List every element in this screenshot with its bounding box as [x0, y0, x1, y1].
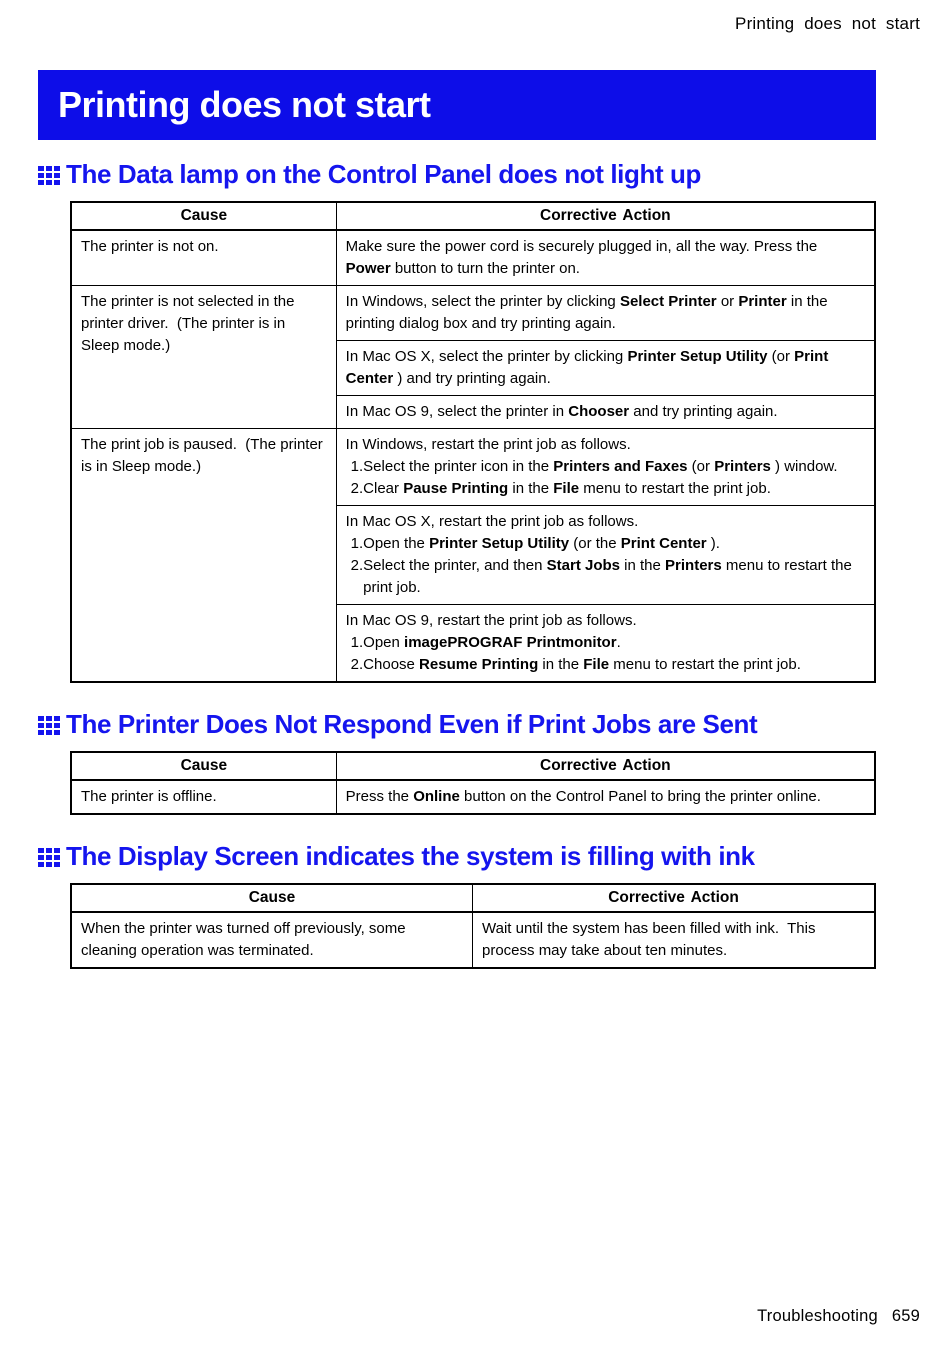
page-title: Printing does not start: [58, 84, 431, 125]
action-text: In Mac OS 9, restart the print job as follows.: [345, 612, 637, 629]
table-row: [72, 230, 874, 285]
corrective-action-cell: [337, 505, 874, 604]
troubleshooting-table: [70, 751, 876, 815]
page-number: 659: [891, 1307, 920, 1325]
cause-cell: The printer is offline.: [72, 781, 337, 813]
column-header-cause: Cause: [72, 753, 337, 779]
list-item-text: Open the Printer Setup Utility (or the Print Center ).: [363, 535, 720, 552]
section-heading-text: The Printer Does Not Respond Even if Print Jobs are Sent: [66, 709, 758, 739]
corrective-action-cell: [473, 913, 874, 967]
troubleshooting-table: [70, 201, 876, 683]
action-text: In Mac OS X, restart the print job as follows.: [345, 513, 639, 530]
running-header: Printing does not start: [735, 14, 920, 33]
cause-cell: The printer is not selected in the printer driver. (The printer is in Sleep mode.): [72, 286, 337, 428]
cause-cell: When the printer was turned off previously, some cleaning operation was terminated.: [72, 913, 473, 967]
cause-cell: The print job is paused. (The printer is in Sleep mode.): [72, 429, 337, 681]
list-item-number: 1.: [350, 634, 364, 651]
action-text: Wait until the system has been filled with ink. This process may take about ten minutes.: [482, 920, 820, 959]
section-heading-text: The Display Screen indicates the system is filling with ink: [66, 841, 755, 871]
list-item-number: 1.: [350, 535, 364, 552]
grid-icon: [38, 166, 60, 185]
section-heading: [38, 158, 950, 190]
table-header-row: [72, 203, 874, 230]
action-text: In Mac OS X, select the printer by clicking Printer Setup Utility (or Print Center ) and try printing again.: [345, 348, 833, 387]
list-item-text: Select the printer, and then Start Jobs in the Printers menu to restart the print job.: [363, 557, 856, 596]
list-item: [351, 478, 865, 500]
list-item-text: Open imagePROGRAF Printmonitor.: [363, 634, 621, 651]
column-header-corrective-action: Corrective Action: [540, 757, 671, 774]
table-row: [72, 428, 874, 681]
corrective-action-cell: [337, 340, 874, 395]
page-content: [0, 158, 950, 969]
action-text: Make sure the power cord is securely plugged in, all the way. Press the Power button to turn the printer on.: [345, 238, 822, 277]
cause-cell: The printer is not on.: [72, 231, 337, 285]
corrective-actions: [337, 781, 874, 813]
section-data-lamp: [0, 158, 950, 683]
column-header-cause: Cause: [72, 203, 337, 229]
grid-icon: [38, 716, 60, 735]
table-header-row: [72, 885, 874, 912]
column-header-cause: Cause: [72, 885, 473, 911]
section-heading-text: The Data lamp on the Control Panel does not light up: [66, 159, 701, 189]
list-item-number: 2.: [350, 557, 364, 574]
table-row: [72, 780, 874, 813]
corrective-action-cell: [337, 231, 874, 285]
list-item: [351, 555, 865, 599]
section-heading: [38, 708, 950, 740]
list-item-number: 2.: [350, 656, 364, 673]
action-text: In Windows, restart the print job as follows.: [345, 436, 631, 453]
table-row: [72, 285, 874, 428]
section-filling-with-ink: [0, 840, 950, 969]
corrective-action-cell: [337, 604, 874, 681]
table-header-row: [72, 753, 874, 780]
list-item-number: 2.: [350, 480, 364, 497]
list-item-text: Select the printer icon in the Printers and Faxes (or Printers ) window.: [363, 458, 838, 475]
footer-section-label: Troubleshooting: [757, 1307, 878, 1325]
list-item-text: Choose Resume Printing in the File menu to restart the print job.: [363, 656, 801, 673]
table-row: [72, 912, 874, 967]
corrective-action-cell: [337, 429, 874, 505]
action-text: In Windows, select the printer by clicking Select Printer or Printer in the printing dialog box and try printing again.: [345, 293, 832, 332]
action-text: Press the Online button on the Control Panel to bring the printer online.: [345, 788, 821, 805]
list-item: [351, 654, 865, 676]
list-item: [351, 632, 865, 654]
column-header-corrective-action: Corrective Action: [608, 889, 739, 906]
corrective-actions: [337, 429, 874, 681]
corrective-actions: [337, 286, 874, 428]
corrective-action-cell: [337, 286, 874, 340]
list-item-number: 1.: [350, 458, 364, 475]
title-banner: [38, 70, 876, 140]
troubleshooting-table: [70, 883, 876, 969]
grid-icon: [38, 848, 60, 867]
page-footer: [757, 1307, 920, 1326]
section-heading: [38, 840, 950, 872]
list-item: [351, 456, 865, 478]
list-item-text: Clear Pause Printing in the File menu to restart the print job.: [363, 480, 771, 497]
section-printer-no-respond: [0, 708, 950, 815]
action-text: In Mac OS 9, select the printer in Chooser and try printing again.: [345, 403, 778, 420]
corrective-action-cell: [337, 781, 874, 813]
corrective-actions: [337, 231, 874, 285]
corrective-actions: [473, 913, 874, 967]
list-item: [351, 533, 865, 555]
corrective-action-cell: [337, 395, 874, 428]
column-header-corrective-action: Corrective Action: [540, 207, 671, 224]
